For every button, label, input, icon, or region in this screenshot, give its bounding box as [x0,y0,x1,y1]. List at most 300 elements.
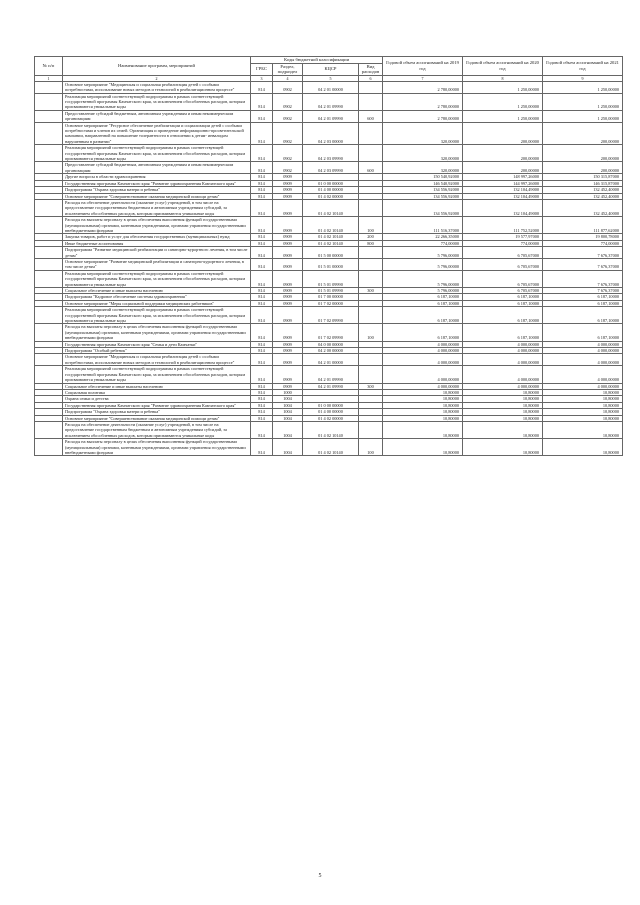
cell-rzpr: 1004 [273,439,303,456]
cell-grbs: 814 [251,247,273,259]
cell-rzpr: 1004 [273,421,303,438]
cell-vr [359,366,383,383]
cell-csr: 01 4 02 10140 [303,234,359,240]
cell-amount-2020: 6 705,67000 [463,247,543,259]
cell-amount-2021: 200,00000 [543,145,623,162]
document-page [34,56,622,456]
table-body [35,81,623,456]
cell-num [35,258,63,270]
table-row [35,307,623,324]
cell-vr: 300 [359,288,383,294]
cell-amount-2019: 320,00000 [383,145,463,162]
cell-name: Основное мероприятие "Меры социальной поддержки медицинских работников" [63,300,251,306]
header-2021: Годовой объем ассигнований на 2021 год [543,57,623,76]
cell-amount-2021: 146 315,87000 [543,180,623,186]
cell-num [35,421,63,438]
cell-amount-2021: 10,80000 [543,389,623,395]
column-index: 3 [251,75,273,81]
table-row [35,240,623,246]
cell-amount-2021: 111 877,62000 [543,217,623,234]
cell-amount-2019: 4 000,00000 [383,366,463,383]
cell-amount-2019: 150 540,92000 [383,174,463,180]
cell-vr [359,270,383,287]
cell-name: Подпрограмма "Кадровое обеспечение системы здравоохранения" [63,294,251,300]
cell-amount-2020: 132 104,49000 [463,199,543,216]
cell-grbs: 814 [251,234,273,240]
header-name: Наименование программ, мероприятий [63,57,251,76]
cell-amount-2020: 111 752,52000 [463,217,543,234]
cell-csr: 04 2 01 09990 [303,110,359,122]
cell-grbs: 814 [251,383,273,389]
cell-amount-2021: 10,80000 [543,396,623,402]
table-row [35,409,623,415]
cell-csr: 01 4 02 10140 [303,199,359,216]
cell-amount-2021: 200,00000 [543,122,623,145]
cell-grbs: 814 [251,396,273,402]
cell-amount-2019: 774,00000 [383,240,463,246]
cell-grbs: 814 [251,402,273,408]
cell-grbs: 814 [251,258,273,270]
cell-amount-2020: 6 705,67000 [463,288,543,294]
cell-rzpr: 0902 [273,162,303,174]
cell-num [35,324,63,341]
cell-amount-2021: 4 000,00000 [543,341,623,347]
cell-grbs: 814 [251,324,273,341]
cell-csr: 04 2 01 09990 [303,383,359,389]
table-row [35,217,623,234]
cell-amount-2020: 10,80000 [463,396,543,402]
cell-csr: 01 4 00 00000 [303,187,359,193]
cell-grbs: 814 [251,187,273,193]
cell-amount-2020: 132 104,49000 [463,187,543,193]
cell-amount-2021: 4 000,00000 [543,354,623,366]
cell-rzpr: 0909 [273,348,303,354]
cell-vr: 100 [359,439,383,456]
header-codes-group: Коды бюджетной классификации [251,57,383,64]
cell-rzpr: 0902 [273,122,303,145]
cell-num [35,366,63,383]
table-row [35,234,623,240]
cell-name: Реализация мероприятий соответствующей подпрограммы в рамках соответствующей государственной программы Камчатского края, за исключением обособленных расходов, которым присваиваются уникальные коды [63,366,251,383]
cell-grbs: 814 [251,110,273,122]
cell-grbs: 814 [251,193,273,199]
cell-amount-2021: 6 187,10000 [543,300,623,306]
cell-rzpr: 1004 [273,396,303,402]
cell-amount-2019: 5 796,00000 [383,288,463,294]
cell-csr: 01 7 02 00000 [303,300,359,306]
cell-grbs: 814 [251,122,273,145]
cell-name: Подпрограмма "Охрана здоровья матери и ребенка" [63,409,251,415]
cell-amount-2019: 10,80000 [383,402,463,408]
cell-grbs: 814 [251,415,273,421]
cell-amount-2021: 10,80000 [543,409,623,415]
cell-amount-2020: 132 104,49000 [463,193,543,199]
table-header [35,57,623,82]
cell-rzpr: 0909 [273,300,303,306]
cell-amount-2020: 10,80000 [463,415,543,421]
cell-amount-2019: 5 796,00000 [383,258,463,270]
cell-rzpr: 0909 [273,383,303,389]
cell-amount-2021: 4 000,00000 [543,348,623,354]
cell-amount-2020: 4 000,00000 [463,348,543,354]
cell-vr [359,421,383,438]
cell-grbs: 814 [251,180,273,186]
cell-amount-2019: 10,80000 [383,439,463,456]
cell-amount-2020: 6 187,10000 [463,294,543,300]
cell-csr: 04 2 03 09990 [303,162,359,174]
cell-amount-2020: 4 000,00000 [463,383,543,389]
table-row [35,415,623,421]
cell-name: Основное мероприятие "Совершенствование оказания медицинской помощи детям" [63,415,251,421]
cell-grbs: 814 [251,217,273,234]
cell-name: Государственная программа Камчатского края "Развитие здравоохранения Камчатского края" [63,402,251,408]
cell-amount-2021: 7 676,37000 [543,270,623,287]
cell-grbs: 814 [251,354,273,366]
cell-amount-2020: 200,00000 [463,122,543,145]
cell-amount-2020: 6 187,10000 [463,324,543,341]
cell-rzpr: 0909 [273,174,303,180]
cell-amount-2019: 2 780,00000 [383,110,463,122]
cell-amount-2019: 4 000,00000 [383,383,463,389]
table-row [35,199,623,216]
cell-vr [359,354,383,366]
cell-num [35,145,63,162]
cell-amount-2019: 6 187,10000 [383,300,463,306]
cell-num [35,122,63,145]
cell-amount-2021: 1 250,00000 [543,110,623,122]
cell-amount-2019: 2 780,00000 [383,93,463,110]
header-2020: Годовой объем ассигнований на 2020 год [463,57,543,76]
cell-csr: 01 7 00 00000 [303,294,359,300]
column-index: 6 [359,75,383,81]
cell-name: Государственная программа Камчатского края "Семья и дети Камчатки" [63,341,251,347]
table-row [35,348,623,354]
cell-amount-2020: 200,00000 [463,162,543,174]
budget-table [34,56,623,456]
cell-vr: 600 [359,110,383,122]
cell-grbs: 814 [251,300,273,306]
cell-amount-2021: 6 187,10000 [543,307,623,324]
cell-name: Предоставление субсидий бюджетным, автономным учреждениям и иным некоммерческим организациям [63,110,251,122]
cell-num [35,217,63,234]
cell-amount-2019: 320,00000 [383,162,463,174]
cell-name: Подпрограмма "Развитие медицинской реабилитации и санаторно-курортного лечения, в том числе детям" [63,247,251,259]
cell-csr: 01 7 02 09990 [303,307,359,324]
cell-num [35,110,63,122]
cell-amount-2019: 111 516,37000 [383,217,463,234]
cell-csr: 01 4 02 10140 [303,240,359,246]
cell-vr: 800 [359,240,383,246]
cell-amount-2019: 134 556,92000 [383,199,463,216]
header-csr: КЦСР [303,63,359,75]
cell-amount-2021: 7 676,37000 [543,258,623,270]
cell-grbs: 814 [251,240,273,246]
cell-name: Реализация мероприятий соответствующей подпрограммы в рамках соответствующей государственной программы Камчатского края, за исключением обособленных расходов, которым присваиваются уникальные коды [63,270,251,287]
table-row [35,247,623,259]
cell-num [35,81,63,93]
cell-vr [359,307,383,324]
cell-amount-2019: 4 000,00000 [383,348,463,354]
table-row [35,122,623,145]
cell-grbs: 814 [251,270,273,287]
cell-amount-2020: 10,80000 [463,402,543,408]
cell-amount-2020: 1 250,00000 [463,93,543,110]
cell-amount-2020: 4 000,00000 [463,366,543,383]
cell-amount-2021: 200,00000 [543,162,623,174]
table-row [35,258,623,270]
cell-rzpr: 0909 [273,270,303,287]
cell-grbs: 814 [251,174,273,180]
cell-vr: 600 [359,162,383,174]
cell-grbs: 814 [251,145,273,162]
table-row [35,145,623,162]
cell-vr [359,145,383,162]
cell-amount-2019: 5 796,00000 [383,247,463,259]
cell-amount-2020: 774,00000 [463,240,543,246]
cell-grbs: 814 [251,439,273,456]
cell-rzpr: 0909 [273,234,303,240]
cell-amount-2020: 19 577,97000 [463,234,543,240]
cell-csr: 01 4 02 00000 [303,193,359,199]
cell-name: Охрана семьи и детства [63,396,251,402]
cell-amount-2019: 4 000,00000 [383,341,463,347]
cell-grbs: 814 [251,294,273,300]
cell-csr: 04 2 01 09990 [303,366,359,383]
cell-name: Основное мероприятие "Развитие медицинской реабилитации и санаторно-курортного лечения, в том числе детям" [63,258,251,270]
cell-amount-2020: 6 705,67000 [463,258,543,270]
cell-name: Расходы на выплаты персоналу в целях обеспечения выполнения функций государственными (муниципальными) органами, казенными учреждениями, органами управления государственными внебюджетными фондами [63,439,251,456]
header-2019: Годовой объем ассигнований на 2019 год [383,57,463,76]
table-row [35,93,623,110]
cell-amount-2019: 134 556,92000 [383,187,463,193]
table-row [35,187,623,193]
column-index: 1 [35,75,63,81]
cell-vr [359,199,383,216]
cell-vr: 300 [359,383,383,389]
cell-name: Расходы на обеспечение деятельности (оказание услуг) учреждений, в том числе на предоставление государственным бюджетным и автономным учреждениям субсидий, за исключением обособленных расходов, которым присваиваются уникальные коды [63,421,251,438]
cell-num [35,270,63,287]
cell-name: Закупка товаров, работ и услуг для обеспечения государственных (муниципальных) нужд [63,234,251,240]
cell-name: Предоставление субсидий бюджетным, автономным учреждениям и иным некоммерческим организациям [63,162,251,174]
cell-rzpr: 0909 [273,240,303,246]
table-row [35,81,623,93]
cell-amount-2021: 132 452,40000 [543,187,623,193]
cell-vr [359,81,383,93]
cell-amount-2019: 10,80000 [383,415,463,421]
cell-amount-2020: 144 997,26000 [463,180,543,186]
cell-csr: 01 4 02 00000 [303,415,359,421]
table-row [35,110,623,122]
column-index: 7 [383,75,463,81]
cell-csr: 04 2 03 00000 [303,122,359,145]
cell-name: Расходы на выплаты персоналу в целях обеспечения выполнения функций государственными (муниципальными) органами, казенными учреждениями, органами управления государственными внебюджетными фондами [63,217,251,234]
cell-csr: 04 2 01 00000 [303,81,359,93]
cell-name: Основное мероприятие "Ресурсное обеспечение реабилитации и социализации детей с особыми потребностями и членов их семей. Организация и проведение информационно-просветительской кампании, направленной на повышение толерантности в отношении к детям- инвалидам нарушенным в развитии" [63,122,251,145]
cell-grbs: 814 [251,341,273,347]
cell-num [35,439,63,456]
table-row [35,324,623,341]
cell-amount-2019: 6 187,10000 [383,324,463,341]
cell-grbs: 814 [251,307,273,324]
cell-rzpr: 1004 [273,409,303,415]
table-row [35,341,623,347]
cell-vr: 100 [359,217,383,234]
cell-amount-2020: 6 705,67000 [463,270,543,287]
cell-csr: 04 2 00 00000 [303,348,359,354]
cell-rzpr: 0909 [273,199,303,216]
cell-amount-2021: 7 676,37000 [543,247,623,259]
cell-csr: 04 2 01 09990 [303,93,359,110]
cell-csr: 01 0 00 00000 [303,180,359,186]
cell-grbs: 814 [251,389,273,395]
cell-rzpr: 1004 [273,402,303,408]
cell-rzpr: 0902 [273,93,303,110]
cell-vr [359,258,383,270]
cell-amount-2019: 6 187,10000 [383,294,463,300]
cell-amount-2020: 148 997,26000 [463,174,543,180]
cell-amount-2019: 10,80000 [383,389,463,395]
cell-name: Подпрограмма "Особый ребенок" [63,348,251,354]
cell-amount-2020: 6 187,10000 [463,307,543,324]
cell-grbs: 814 [251,348,273,354]
table-row [35,421,623,438]
cell-grbs: 814 [251,288,273,294]
table-row [35,366,623,383]
cell-amount-2021: 1 250,00000 [543,93,623,110]
cell-amount-2021: 7 676,37000 [543,288,623,294]
cell-amount-2019: 320,00000 [383,122,463,145]
cell-name: Социальное обеспечение и иные выплаты населению [63,383,251,389]
cell-name: Иные бюджетные ассигнования [63,240,251,246]
cell-name: Социальное обеспечение и иные выплаты населению [63,288,251,294]
cell-vr [359,93,383,110]
header-vr: Вид расходов [359,63,383,75]
cell-name: Реализация мероприятий соответствующей подпрограммы в рамках соответствующей государственной программы Камчатского края, за исключением обособленных расходов, которым присваиваются уникальные коды [63,145,251,162]
cell-name: Подпрограмма "Охрана здоровья матери и ребенка" [63,187,251,193]
cell-rzpr: 0909 [273,366,303,383]
cell-grbs: 814 [251,409,273,415]
cell-amount-2020: 4 000,00000 [463,354,543,366]
cell-rzpr: 1000 [273,389,303,395]
cell-grbs: 814 [251,81,273,93]
cell-csr: 04 0 00 00000 [303,341,359,347]
cell-amount-2021: 4 000,00000 [543,383,623,389]
cell-csr: 01 5 01 00000 [303,258,359,270]
cell-amount-2021: 6 187,10000 [543,324,623,341]
cell-csr: 01 5 01 09990 [303,288,359,294]
cell-csr: 04 2 01 00000 [303,354,359,366]
cell-name: Реализация мероприятий соответствующей подпрограммы в рамках соответствующей государственной программы Камчатского края, за исключением обособленных расходов, которым присваиваются уникальные коды [63,93,251,110]
cell-num [35,247,63,259]
cell-csr: 04 2 03 09990 [303,145,359,162]
cell-amount-2019: 4 000,00000 [383,354,463,366]
cell-amount-2019: 6 187,10000 [383,307,463,324]
cell-vr [359,122,383,145]
column-index: 8 [463,75,543,81]
cell-rzpr: 0909 [273,247,303,259]
cell-grbs: 814 [251,366,273,383]
cell-name: Социальная политика [63,389,251,395]
cell-name: Реализация мероприятий соответствующей подпрограммы в рамках соответствующей государственной программы Камчатского края, за исключением обособленных расходов, которым присваиваются уникальные коды [63,307,251,324]
header-num: № п/п [35,57,63,76]
cell-amount-2021: 10,80000 [543,415,623,421]
cell-rzpr: 0909 [273,193,303,199]
cell-amount-2019: 10,80000 [383,421,463,438]
table-row [35,294,623,300]
cell-name: Основное мероприятие "Медицинская и социальная реабилитация детей с особыми потребностями, использование новых методов и технологий в реабилитационном процессе" [63,81,251,93]
cell-rzpr: 0909 [273,307,303,324]
cell-amount-2019: 2 780,00000 [383,81,463,93]
cell-amount-2021: 10,80000 [543,439,623,456]
cell-vr [359,247,383,259]
cell-csr: 01 4 00 00000 [303,409,359,415]
cell-amount-2020: 4 000,00000 [463,341,543,347]
table-row [35,288,623,294]
cell-rzpr: 1004 [273,415,303,421]
cell-amount-2020: 10,80000 [463,439,543,456]
cell-vr: 200 [359,234,383,240]
cell-grbs: 814 [251,199,273,216]
cell-grbs: 814 [251,421,273,438]
column-index: 4 [273,75,303,81]
cell-rzpr: 0909 [273,354,303,366]
cell-grbs: 814 [251,162,273,174]
cell-rzpr: 0909 [273,341,303,347]
cell-csr: 01 7 02 09990 [303,324,359,341]
cell-amount-2019: 146 540,92000 [383,180,463,186]
cell-rzpr: 0909 [273,324,303,341]
cell-name: Расходы на выплаты персоналу в целях обеспечения выполнения функций государственными (муниципальными) органами, казенными учреждениями, органами управления государственными внебюджетными фондами [63,324,251,341]
cell-num [35,93,63,110]
cell-rzpr: 0909 [273,288,303,294]
table-row [35,162,623,174]
cell-num [35,307,63,324]
cell-csr: 01 4 02 10140 [303,439,359,456]
cell-amount-2020: 1 250,00000 [463,110,543,122]
cell-csr: 01 5 00 00000 [303,247,359,259]
cell-name: Расходы на обеспечение деятельности (оказание услуг) учреждений, в том числе на предоставление государственным бюджетным и автономным учреждениям субсидий, за исключением обособленных расходов, которым присваиваются уникальные коды [63,199,251,216]
cell-amount-2021: 10,80000 [543,421,623,438]
cell-amount-2021: 1 250,00000 [543,81,623,93]
cell-vr: 100 [359,324,383,341]
cell-amount-2021: 132 452,40000 [543,199,623,216]
cell-rzpr: 0909 [273,217,303,234]
cell-num [35,354,63,366]
cell-rzpr: 0909 [273,180,303,186]
cell-name: Государственная программа Камчатского края "Развитие здравоохранения Камчатского края" [63,180,251,186]
cell-amount-2019: 10,80000 [383,409,463,415]
table-row [35,180,623,186]
cell-rzpr: 0909 [273,187,303,193]
cell-csr: 01 0 00 00000 [303,402,359,408]
cell-rzpr: 0902 [273,145,303,162]
cell-grbs: 814 [251,93,273,110]
table-row [35,354,623,366]
cell-amount-2021: 774,00000 [543,240,623,246]
cell-amount-2021: 150 315,87000 [543,174,623,180]
table-row [35,383,623,389]
cell-rzpr: 0902 [273,110,303,122]
cell-amount-2021: 19 800,78000 [543,234,623,240]
cell-amount-2020: 200,00000 [463,145,543,162]
cell-amount-2021: 132 452,40000 [543,193,623,199]
column-index: 9 [543,75,623,81]
page-number: 5 [318,873,322,879]
column-index: 5 [303,75,359,81]
cell-name: Другие вопросы в области здравоохранения [63,174,251,180]
cell-amount-2020: 10,80000 [463,421,543,438]
cell-rzpr: 0902 [273,81,303,93]
